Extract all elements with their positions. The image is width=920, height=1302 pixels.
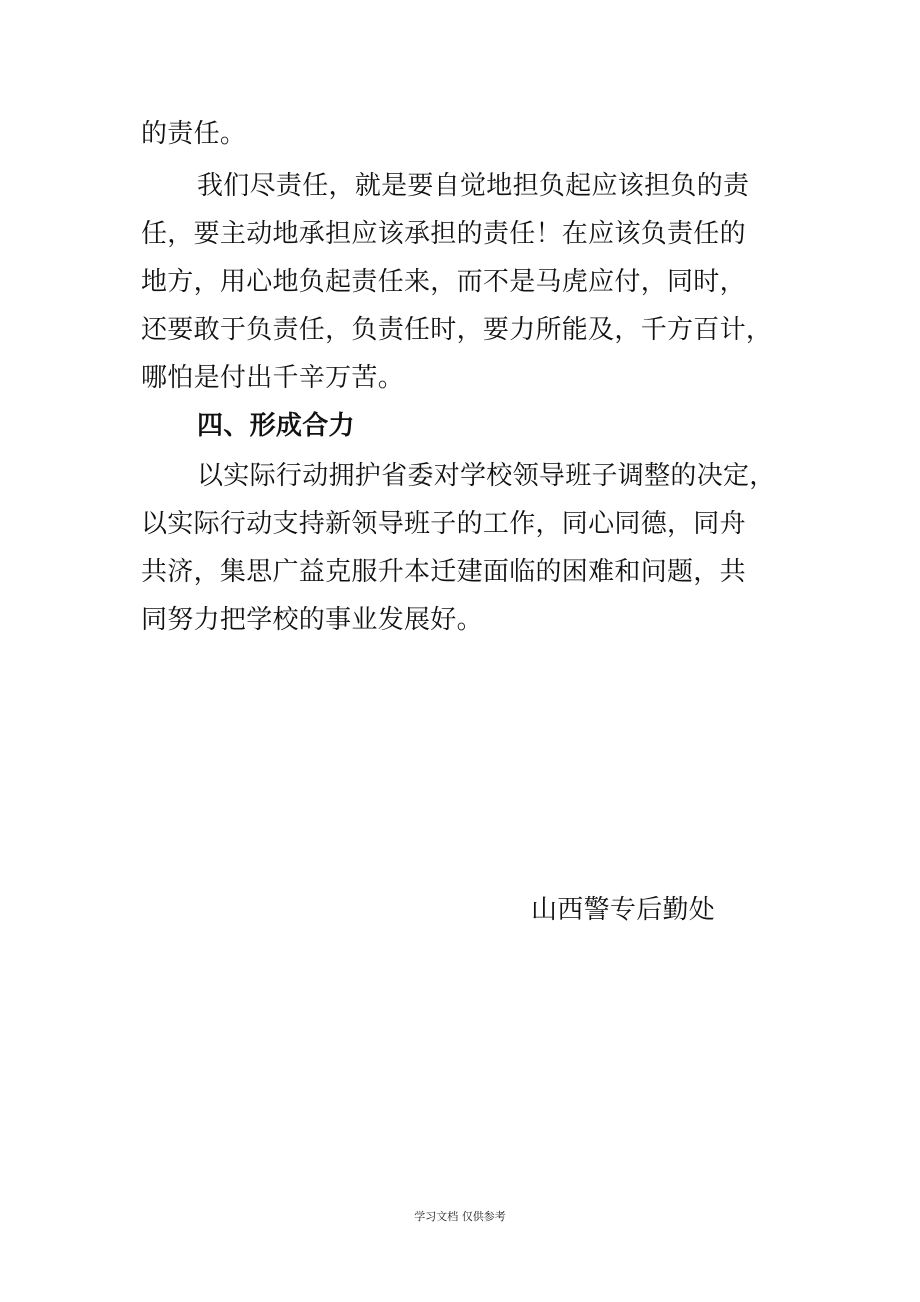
paragraph-line-2: 我们尽责任，就是要自觉地担负起应该担负的责 bbox=[197, 171, 750, 201]
paragraph-line-4: 地方，用心地负起责任来，而不是马虎应付，同时， bbox=[141, 267, 746, 297]
paragraph-line-7: 以实际行动拥护省委对学校领导班子调整的决定， bbox=[197, 461, 776, 491]
paragraph-line-1: 的责任。 bbox=[141, 119, 247, 149]
paragraph-line-3: 任，要主动地承担应该承担的责任！在应该负责任的 bbox=[141, 219, 746, 249]
signature: 山西警专后勤处 bbox=[531, 895, 716, 925]
paragraph-line-10: 同努力把学校的事业发展好。 bbox=[141, 605, 483, 635]
paragraph-line-6: 哪怕是付出千辛万苦。 bbox=[141, 363, 405, 393]
footer-note: 学习文档 仅供参考 bbox=[414, 1210, 506, 1223]
section-heading: 四、形成合力 bbox=[197, 411, 355, 441]
paragraph-line-5: 还要敢于负责任，负责任时，要力所能及，千方百计， bbox=[141, 315, 773, 345]
paragraph-line-9: 共济，集思广益克服升本迁建面临的困难和问题，共 bbox=[141, 557, 746, 587]
paragraph-line-8: 以实际行动支持新领导班子的工作，同心同德，同舟 bbox=[141, 509, 746, 539]
